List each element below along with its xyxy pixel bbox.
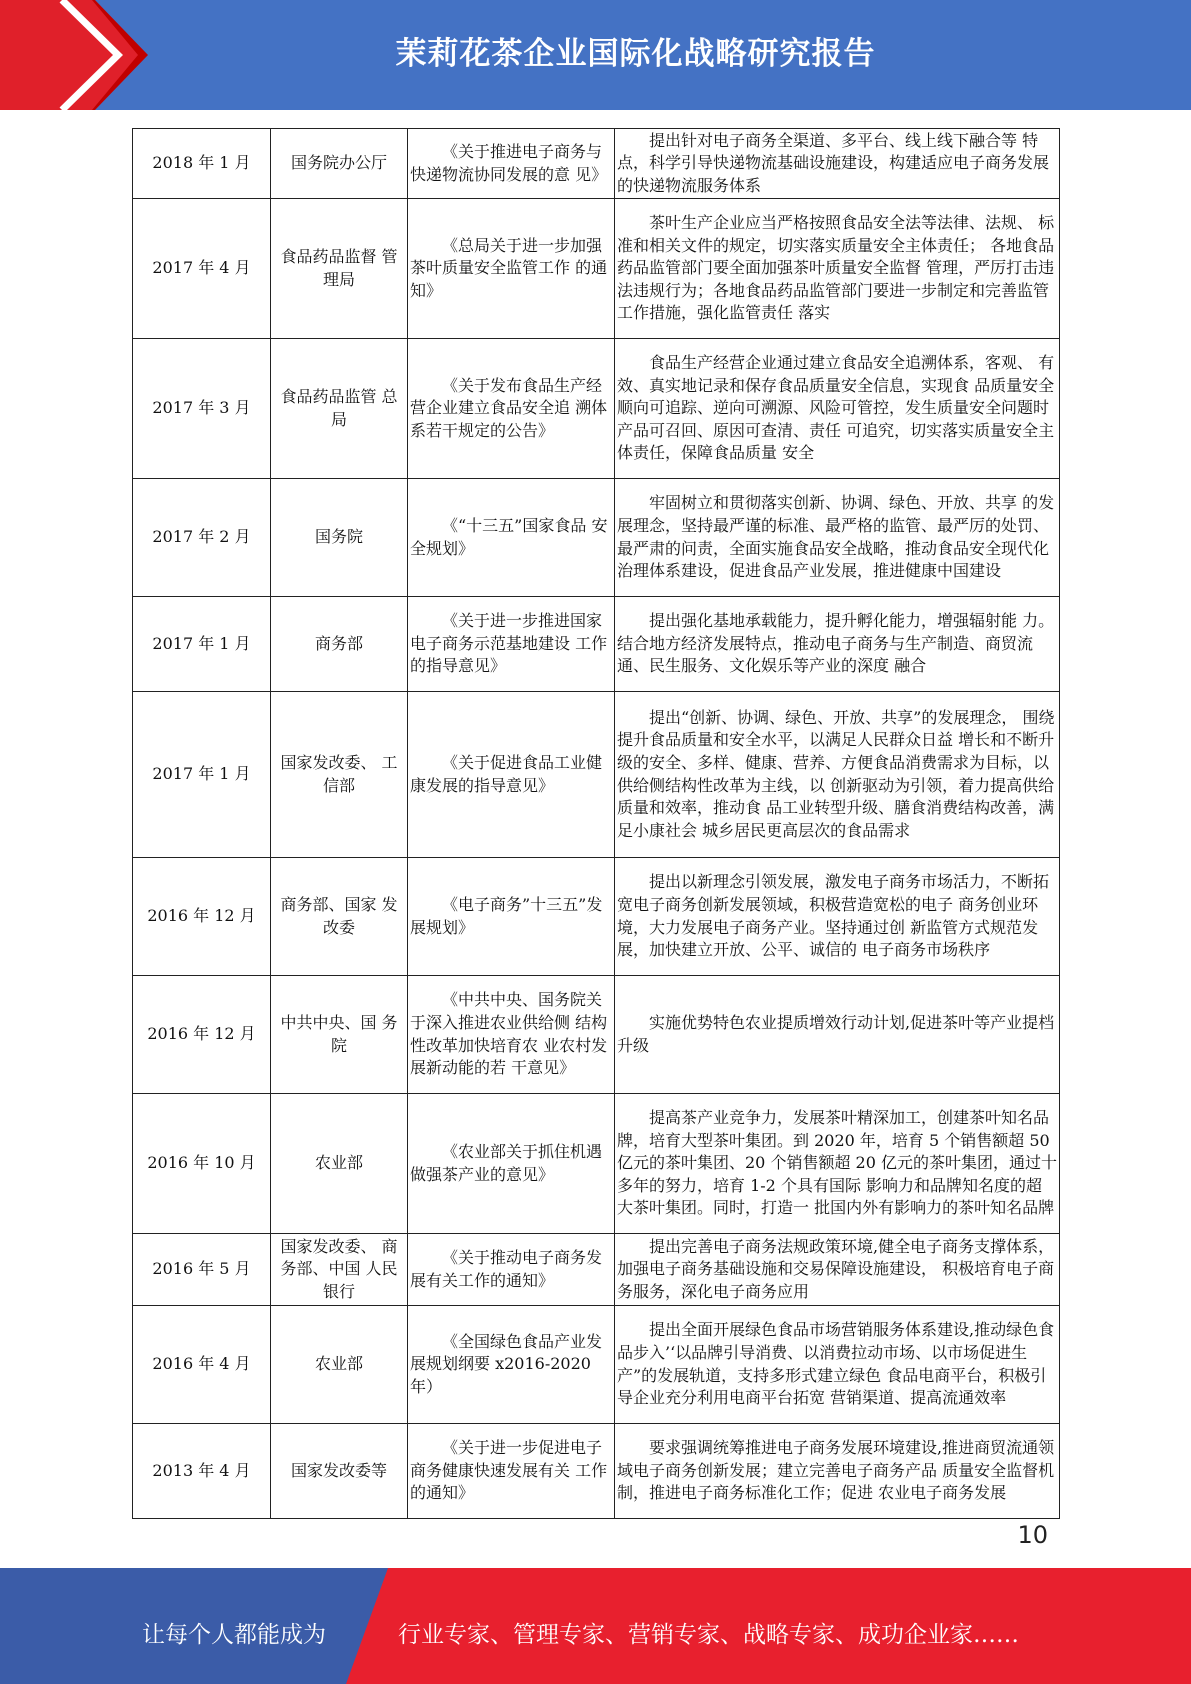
table-row xyxy=(133,1306,1060,1424)
document-cell: 《电子商务”十三五”发展规划》 xyxy=(408,858,615,976)
document-cell: 《关于推动电子商务发 展有关工作的通知》 xyxy=(408,1234,615,1306)
page-header xyxy=(0,0,1191,110)
footer-slogan-roles: 行业专家、管理专家、营销专家、战略专家、成功企业家…… xyxy=(398,1622,1019,1648)
table-row xyxy=(133,1094,1060,1234)
issuer-cell: 食品药品监督 管理局 xyxy=(271,199,408,339)
content-cell: 提出强化基地承载能力，提升孵化能力，增强辐射能 力。结合地方经济发展特点，推动电子商务与生产制造、商贸流通、民生服务、文化娱乐等产业的深度 融合 xyxy=(615,597,1060,692)
document-cell: 《关于进一步促进电子 商务健康快速发展有关 工作的通知》 xyxy=(408,1424,615,1519)
issuer-cell: 国家发改委、 商务部、中国 人民银行 xyxy=(271,1234,408,1306)
date-cell: 2017 年 1 月 xyxy=(133,692,271,858)
issuer-cell: 国家发改委、 工信部 xyxy=(271,692,408,858)
content-cell: 提高茶产业竞争力，发展茶叶精深加工，创建茶叶知名品牌，培育大型茶叶集团。到 2020 年，培育 5 个销售额超 50 亿元的茶叶集团、20 个销售额超 20 亿元的茶叶集团，通过十多年的努力，培育 1-2 个具有国际 影响力和品牌知名度的超大茶叶集团。同时，打造一 批国内外有影响力的茶叶知名品牌 xyxy=(615,1094,1060,1234)
date-cell: 2017 年 4 月 xyxy=(133,199,271,339)
content-cell: 实施优势特色农业提质增效行动计划,促进茶叶等产业提档升级 xyxy=(615,976,1060,1094)
content-cell: 提出针对电子商务全渠道、多平台、线上线下融合等 特点，科学引导快递物流基础设施建设，构建适应电子商务发展的快递物流服务体系 xyxy=(615,129,1060,199)
table-row xyxy=(133,692,1060,858)
issuer-cell: 国务院 xyxy=(271,479,408,597)
issuer-cell: 食品药品监管 总局 xyxy=(271,339,408,479)
document-cell: 《总局关于进一步加强 茶叶质量安全监管工作 的通知》 xyxy=(408,199,615,339)
table-row xyxy=(133,339,1060,479)
issuer-cell: 国家发改委等 xyxy=(271,1424,408,1519)
footer-slogan-lead: 让每个人都能成为 xyxy=(142,1622,326,1648)
content-cell: 提出“创新、协调、绿色、开放、共享”的发展理念， 围绕提升食品质量和安全水平，以满足人民群众日益 增长和不断升级的安全、多样、健康、营养、方便食品消费需求为目标，以供给侧结构性改革为主线，以 创新驱动为引领，着力提高供给质量和效率，推动食 品工业转型升级、膳食消费结构改善，满足小康社会 城乡居民更高层次的食品需求 xyxy=(615,692,1060,858)
date-cell: 2016 年 12 月 xyxy=(133,976,271,1094)
issuer-cell: 国务院办公厅 xyxy=(271,129,408,199)
content-cell: 牢固树立和贯彻落实创新、协调、绿色、开放、共享 的发展理念，坚持最严谨的标准、最严格的监管、最严厉的处罚、最严肃的问责，全面实施食品安全战略，推动食品安全现代化治理体系建设，促进食品产业发展，推进健康中国建设 xyxy=(615,479,1060,597)
policy-table xyxy=(132,128,1060,1519)
content-cell: 茶叶生产企业应当严格按照食品安全法等法律、法规、 标准和相关文件的规定，切实落实质量安全主体责任； 各地食品药品监管部门要全面加强茶叶质量安全监督 管理，严厉打击违法违规行为；各地食品药品监管部门要进一步制定和完善监管工作措施，强化监管责任 落实 xyxy=(615,199,1060,339)
table-row xyxy=(133,858,1060,976)
document-cell: 《全国绿色食品产业发 展规划纲要 x2016-2020 年） xyxy=(408,1306,615,1424)
issuer-cell: 商务部、国家 发改委 xyxy=(271,858,408,976)
issuer-cell: 商务部 xyxy=(271,597,408,692)
table-row xyxy=(133,1424,1060,1519)
content-cell: 食品生产经营企业通过建立食品安全追溯体系，客观、 有效、真实地记录和保存食品质量安全信息，实现食 品质量安全顺向可追踪、逆向可溯源、风险可管控，发生质量安全问题时产品可召回、原因可查清、责任 可追究，切实落实质量安全主体责任，保障食品质量 安全 xyxy=(615,339,1060,479)
content-cell: 提出全面开展绿色食品市场营销服务体系建设,推动绿色食品步入’‘以品牌引导消费、以消费拉动市场、以市场促进生产”的发展轨道，支持多形式建立绿色 食品电商平台，积极引导企业充分利用电商平台拓宽 营销渠道、提高流通效率 xyxy=(615,1306,1060,1424)
date-cell: 2016 年 4 月 xyxy=(133,1306,271,1424)
document-cell: 《关于促进食品工业健 康发展的指导意见》 xyxy=(408,692,615,858)
table-row xyxy=(133,976,1060,1094)
date-cell: 2017 年 2 月 xyxy=(133,479,271,597)
date-cell: 2016 年 10 月 xyxy=(133,1094,271,1234)
table-row xyxy=(133,129,1060,199)
content-cell: 要求强调统筹推进电子商务发展环境建设,推进商贸流通领域电子商务创新发展；建立完善电子商务产品 质量安全监督机制，推进电子商务标准化工作；促进 农业电子商务发展 xyxy=(615,1424,1060,1519)
document-cell: 《关于推进电子商务与 快递物流协同发展的意 见》 xyxy=(408,129,615,199)
date-cell: 2018 年 1 月 xyxy=(133,129,271,199)
issuer-cell: 农业部 xyxy=(271,1094,408,1234)
issuer-cell: 中共中央、国 务院 xyxy=(271,976,408,1094)
table-row xyxy=(133,1234,1060,1306)
page-footer xyxy=(0,1568,1191,1684)
content-cell: 提出以新理念引领发展，激发电子商务市场活力，不断拓宽电子商务创新发展领域，积极营造宽松的电子 商务创业环境，大力发展电子商务产业。坚持通过创 新监管方式规范发展，加快建立开放、公平、诚信的 电子商务市场秩序 xyxy=(615,858,1060,976)
page-number: 10 xyxy=(1017,1521,1048,1549)
date-cell: 2016 年 12 月 xyxy=(133,858,271,976)
document-cell: 《关于发布食品生产经 营企业建立食品安全追 溯体系若干规定的公告》 xyxy=(408,339,615,479)
issuer-cell: 农业部 xyxy=(271,1306,408,1424)
date-cell: 2017 年 1 月 xyxy=(133,597,271,692)
table-row xyxy=(133,597,1060,692)
content-cell: 提出完善电子商务法规政策环境,健全电子商务支撑体系，加强电子商务基础设施和交易保障设施建设， 积极培育电子商务服务，深化电子商务应用 xyxy=(615,1234,1060,1306)
document-cell: 《“十三五”国家食品 安全规划》 xyxy=(408,479,615,597)
document-cell: 《中共中央、国务院关 于深入推进农业供给侧 结构性改革加快培育农 业农村发展新动能的若 干意见》 xyxy=(408,976,615,1094)
document-cell: 《农业部关于抓住机遇 做强茶产业的意见》 xyxy=(408,1094,615,1234)
date-cell: 2017 年 3 月 xyxy=(133,339,271,479)
table-row xyxy=(133,199,1060,339)
document-cell: 《关于进一步推进国家 电子商务示范基地建设 工作的指导意见》 xyxy=(408,597,615,692)
date-cell: 2013 年 4 月 xyxy=(133,1424,271,1519)
report-title: 茉莉花茶企业国际化战略研究报告 xyxy=(395,36,876,72)
date-cell: 2016 年 5 月 xyxy=(133,1234,271,1306)
table-row xyxy=(133,479,1060,597)
